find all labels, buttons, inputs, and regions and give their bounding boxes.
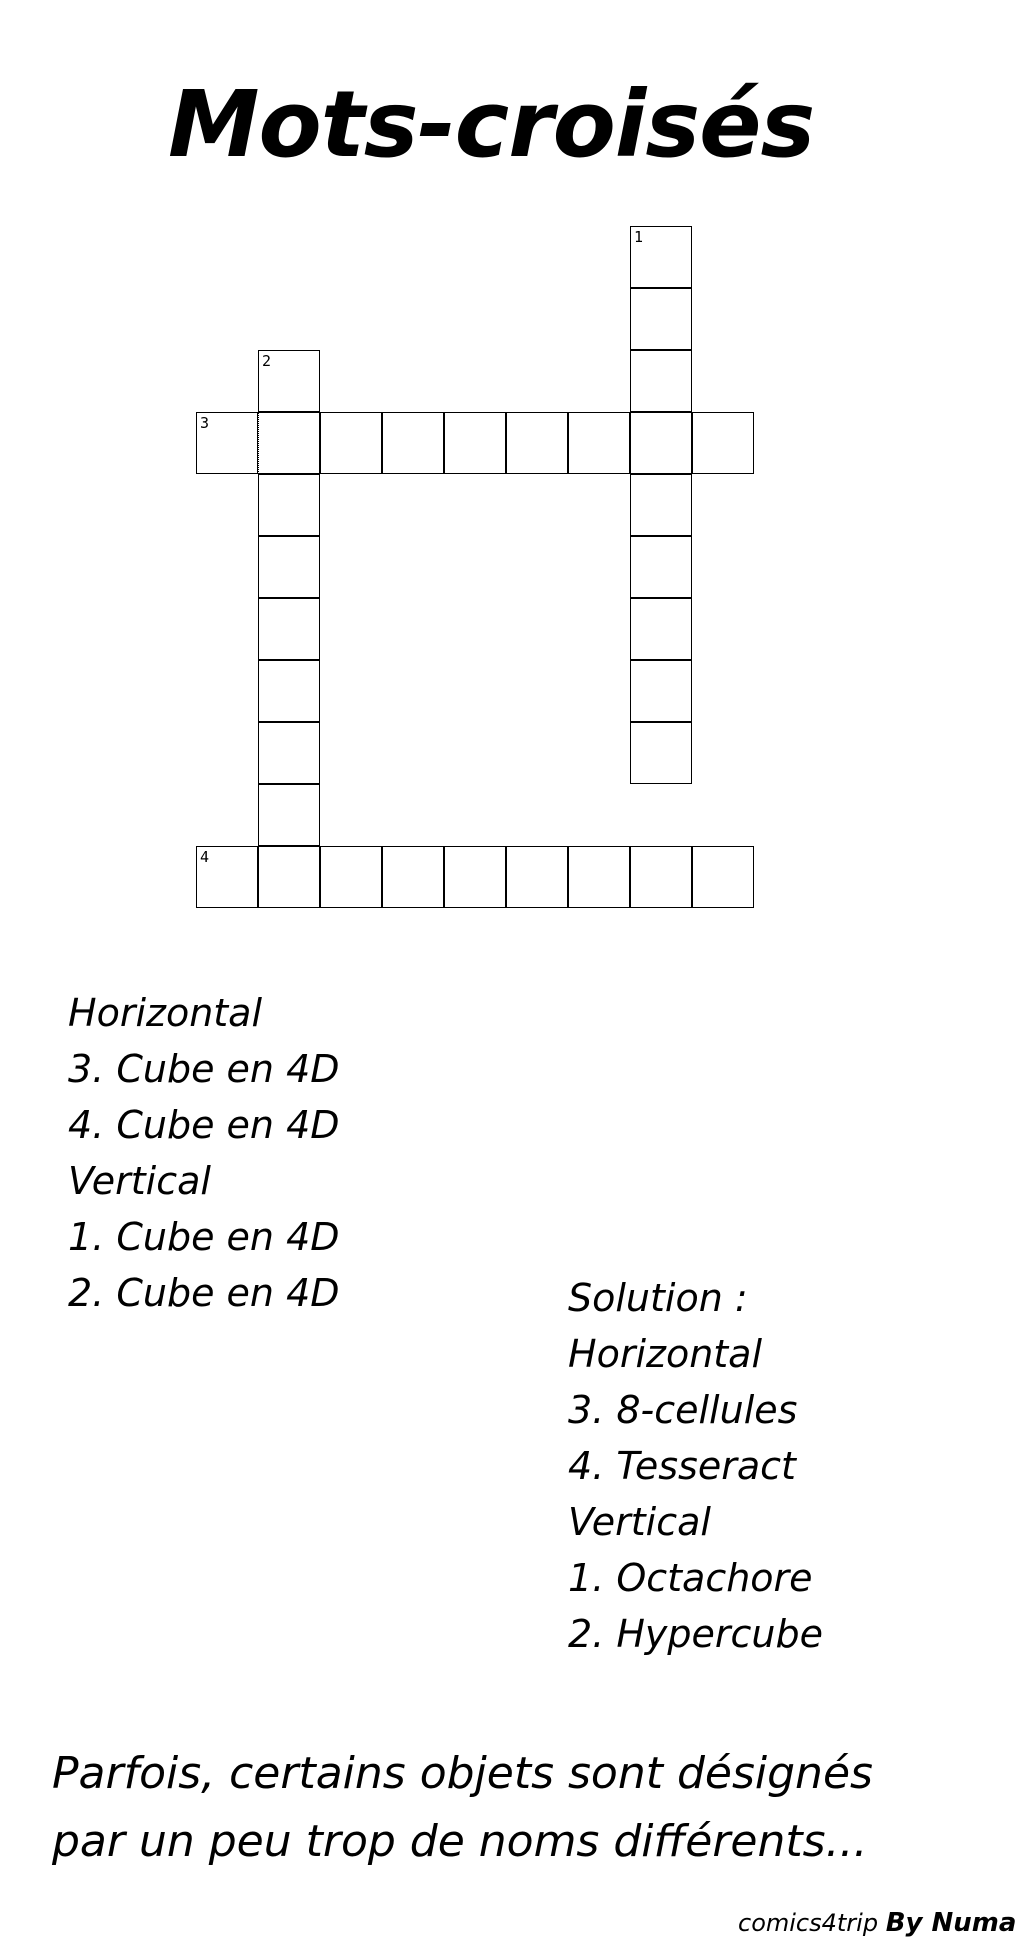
- grid-cell[interactable]: [506, 846, 568, 908]
- clue-number: 1: [634, 228, 644, 246]
- clues-vertical-label: Vertical: [68, 1159, 211, 1203]
- grid-cell[interactable]: [320, 846, 382, 908]
- grid-cell[interactable]: [258, 660, 320, 722]
- credit: [738, 1908, 1016, 1938]
- grid-cell[interactable]: [258, 412, 320, 474]
- grid-cell[interactable]: [196, 412, 258, 474]
- grid-cell[interactable]: [630, 536, 692, 598]
- clue-v-2: 2. Cube en 4D: [68, 1271, 340, 1315]
- page-title: Mots-croisés: [168, 71, 815, 178]
- solution-horizontal-label: Horizontal: [568, 1332, 763, 1376]
- grid-cell[interactable]: [258, 846, 320, 908]
- caption: [52, 1740, 873, 1876]
- caption-line-2: par un peu trop de noms différents...: [52, 1816, 868, 1867]
- clue-number: 3: [200, 414, 210, 432]
- solution-h-3: 3. 8-cellules: [568, 1388, 798, 1432]
- grid-cell[interactable]: [444, 412, 506, 474]
- clue-number: 2: [262, 352, 272, 370]
- clue-v-1: 1. Cube en 4D: [68, 1215, 340, 1259]
- grid-cell[interactable]: [630, 598, 692, 660]
- grid-cell[interactable]: [630, 288, 692, 350]
- grid-cell[interactable]: [692, 412, 754, 474]
- clue-h-3: 3. Cube en 4D: [68, 1047, 340, 1091]
- grid-cell[interactable]: [630, 350, 692, 412]
- clue-h-4: 4. Cube en 4D: [68, 1103, 340, 1147]
- credit-site: comics4trip: [738, 1909, 879, 1937]
- credit-author: By Numa: [885, 1908, 1016, 1938]
- grid-cell[interactable]: [444, 846, 506, 908]
- grid-cell[interactable]: [630, 722, 692, 784]
- grid-cell[interactable]: [382, 412, 444, 474]
- grid-cell[interactable]: [382, 846, 444, 908]
- grid-cell[interactable]: [630, 660, 692, 722]
- grid-cell[interactable]: [258, 598, 320, 660]
- grid-cell[interactable]: [258, 784, 320, 846]
- solution-heading: Solution :: [568, 1276, 748, 1320]
- caption-line-1: Parfois, certains objets sont désignés: [52, 1748, 873, 1799]
- grid-cell[interactable]: [630, 412, 692, 474]
- solution-vertical-label: Vertical: [568, 1500, 711, 1544]
- grid-cell[interactable]: [692, 846, 754, 908]
- solution-panel: [568, 1270, 823, 1662]
- grid-cell[interactable]: [506, 412, 568, 474]
- solution-v-1: 1. Octachore: [568, 1556, 813, 1600]
- grid-cell[interactable]: [258, 474, 320, 536]
- grid-cell[interactable]: [258, 536, 320, 598]
- solution-h-4: 4. Tesseract: [568, 1444, 796, 1488]
- grid-cell[interactable]: [568, 846, 630, 908]
- clues-horizontal-label: Horizontal: [68, 991, 263, 1035]
- grid-cell[interactable]: [568, 412, 630, 474]
- grid-cell[interactable]: [258, 722, 320, 784]
- grid-cell[interactable]: [630, 846, 692, 908]
- grid-cell[interactable]: [320, 412, 382, 474]
- clues-panel: [68, 985, 340, 1321]
- solution-v-2: 2. Hypercube: [568, 1612, 823, 1656]
- clue-number: 4: [200, 848, 210, 866]
- grid-cell[interactable]: [630, 226, 692, 288]
- grid-cell[interactable]: [258, 350, 320, 412]
- grid-cell[interactable]: [630, 474, 692, 536]
- grid-cell[interactable]: [196, 846, 258, 908]
